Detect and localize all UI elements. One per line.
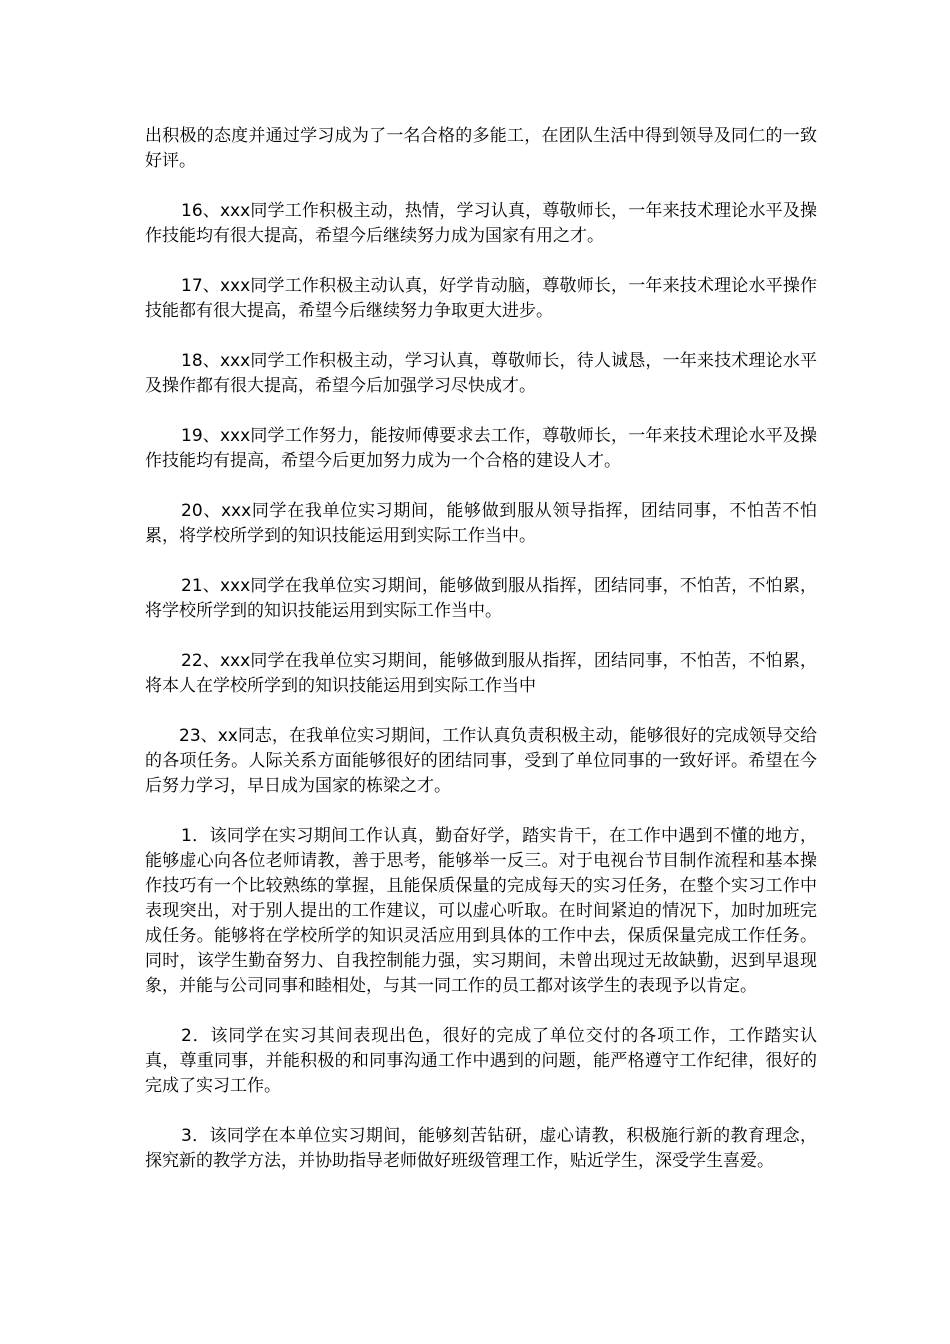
paragraph-20: 20、xxx同学在我单位实习期间，能够做到服从领导指挥，团结同事，不怕苦不怕累，将学校所学到的知识技能运用到实际工作当中。	[145, 501, 817, 546]
paragraph-17: 17、xxx同学工作积极主动认真，好学肯动脑，尊敬师长，一年来技术理论水平操作技能都有很大提高，希望今后继续努力争取更大进步。	[145, 276, 817, 321]
paragraph-22: 22、xxx同学在我单位实习期间，能够做到服从指挥，团结同事，不怕苦，不怕累，将本人在学校所学到的知识技能运用到实际工作当中	[145, 651, 817, 696]
document-body	[145, 124, 817, 1199]
paragraph-continuation: 出积极的态度并通过学习成为了一名合格的多能工，在团队生活中得到领导及同仁的一致好评。	[145, 126, 817, 171]
paragraph-3: 3．该同学在本单位实习期间，能够刻苦钻研，虚心请教，积极施行新的教育理念，探究新的教学方法，并协助指导老师做好班级管理工作，贴近学生，深受学生喜爱。	[145, 1126, 817, 1171]
paragraph-1: 1．该同学在实习期间工作认真，勤奋好学，踏实肯干，在工作中遇到不懂的地方，能够虚心向各位老师请教，善于思考，能够举一反三。对于电视台节目制作流程和基本操作技巧有一个比较熟练的掌握，且能保质保量的完成每天的实习任务，在整个实习工作中表现突出，对于别人提出的工作建议，可以虚心听取。在时间紧迫的情况下，加时加班完成任务。能够将在学校所学的知识灵活应用到具体的工作中去，保质保量完成工作任务。同时，该学生勤奋努力、自我控制能力强，实习期间，未曾出现过无故缺勤，迟到早退现象，并能与公司同事和睦相处，与其一同工作的员工都对该学生的表现予以肯定。	[145, 826, 817, 996]
paragraph-23: 23、xx同志，在我单位实习期间，工作认真负责积极主动，能够很好的完成领导交给的各项任务。人际关系方面能够很好的团结同事，受到了单位同事的一致好评。希望在今后努力学习，早日成为国家的栋梁之才。	[145, 726, 817, 796]
paragraph-18: 18、xxx同学工作积极主动，学习认真，尊敬师长，待人诚恳，一年来技术理论水平及操作都有很大提高，希望今后加强学习尽快成才。	[145, 351, 817, 396]
paragraph-2: 2．该同学在实习其间表现出色，很好的完成了单位交付的各项工作，工作踏实认真，尊重同事，并能积极的和同事沟通工作中遇到的问题，能严格遵守工作纪律，很好的完成了实习工作。	[145, 1026, 817, 1096]
paragraph-16: 16、xxx同学工作积极主动，热情，学习认真，尊敬师长，一年来技术理论水平及操作技能均有很大提高，希望今后继续努力成为国家有用之才。	[145, 201, 817, 246]
paragraph-19: 19、xxx同学工作努力，能按师傅要求去工作，尊敬师长，一年来技术理论水平及操作技能均有提高，希望今后更加努力成为一个合格的建设人才。	[145, 426, 817, 471]
paragraph-21: 21、xxx同学在我单位实习期间，能够做到服从指挥，团结同事，不怕苦，不怕累，将学校所学到的知识技能运用到实际工作当中。	[145, 576, 817, 621]
